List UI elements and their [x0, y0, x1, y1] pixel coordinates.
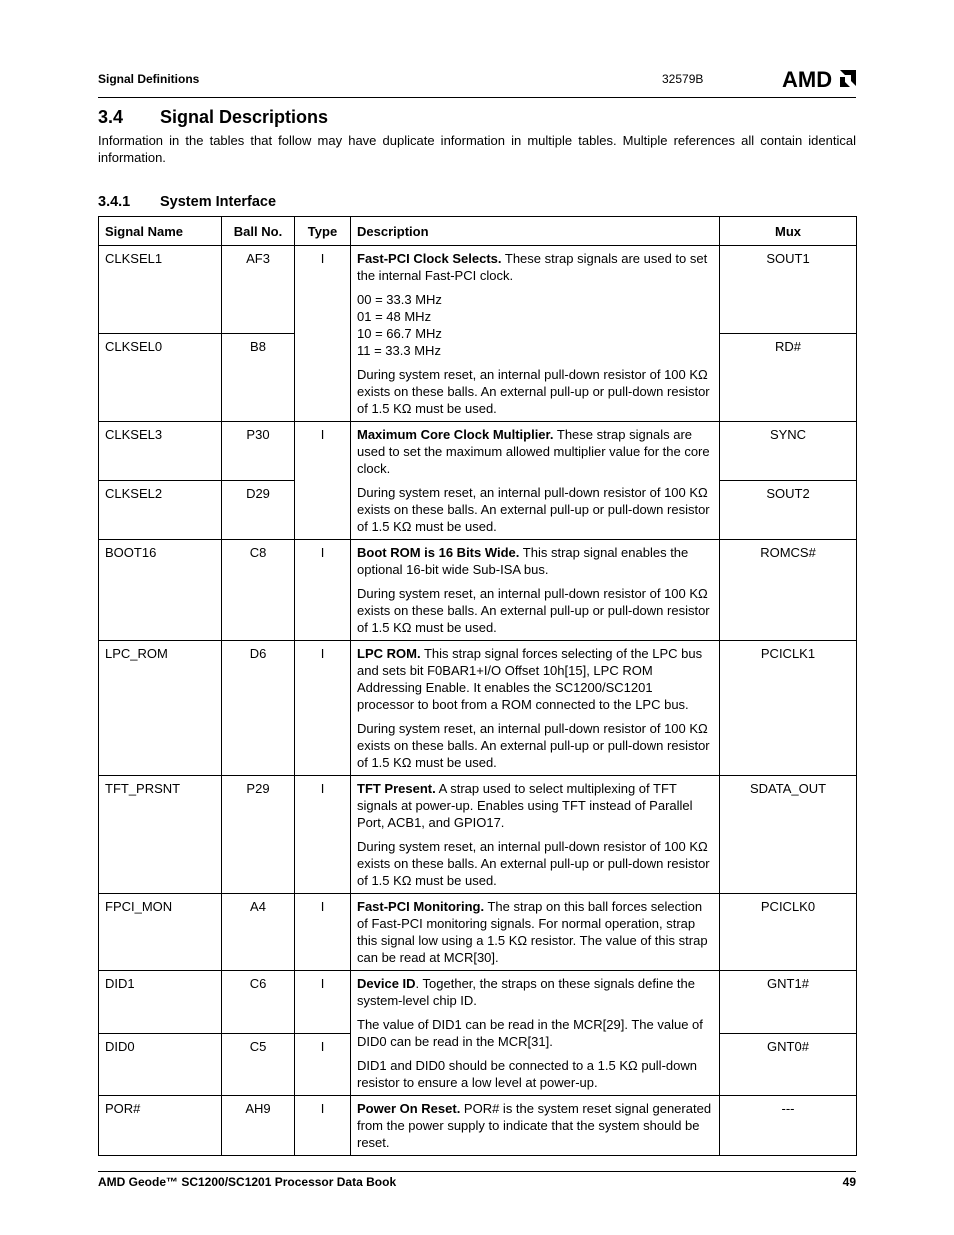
- description-text: During system reset, an internal pull-down resistor of 100 KΩ exists on these balls. An external pull-up or pull-down resistor of 1.5 KΩ must be used.: [357, 586, 710, 635]
- header-rule: [98, 97, 856, 98]
- description-paragraph: [357, 720, 713, 771]
- type-cell: I: [295, 894, 351, 971]
- description-paragraph: [357, 544, 713, 578]
- description-paragraph: [357, 484, 713, 535]
- description-text: . Together, the straps on these signals define the system-level chip ID.: [357, 976, 695, 1008]
- description-cell: [351, 971, 720, 1096]
- description-text: During system reset, an internal pull-down resistor of 100 KΩ exists on these balls. An external pull-up or pull-down resistor of 1.5 KΩ must be used.: [357, 367, 710, 416]
- description-text: The value of DID1 can be read in the MCR[29]. The value of DID0 can be read in the MCR[31].: [357, 1017, 703, 1049]
- description-cell: [351, 540, 720, 641]
- column-header: Signal Name: [99, 217, 222, 246]
- description-paragraph: [357, 426, 713, 477]
- mux-cell: SYNC: [720, 422, 857, 481]
- table-row: [99, 540, 857, 641]
- type-cell: I: [295, 971, 351, 1034]
- page-number: 49: [842, 1175, 856, 1189]
- section-heading: [98, 107, 328, 128]
- description-paragraph: [357, 585, 713, 636]
- ball-number-cell: C6: [222, 971, 295, 1034]
- section-intro: Information in the tables that follow may have duplicate information in multiple tables. Multiple references all contain identical information.: [98, 133, 856, 165]
- signal-name-cell: BOOT16: [99, 540, 222, 641]
- type-cell: I: [295, 1033, 351, 1096]
- column-header: Mux: [720, 217, 857, 246]
- signal-table: [98, 216, 857, 1156]
- description-cell: [351, 776, 720, 894]
- description-text: A strap used to select multiplexing of TFT signals at power-up. Enables using TFT instead of Parallel Port, ACB1, and GPIO17.: [357, 781, 693, 830]
- signal-name-cell: LPC_ROM: [99, 641, 222, 776]
- signal-name-cell: DID1: [99, 971, 222, 1034]
- subsection-heading: [98, 194, 276, 210]
- description-paragraph: [357, 838, 713, 889]
- mux-cell: ROMCS#: [720, 540, 857, 641]
- description-lead: Fast-PCI Clock Selects.: [357, 251, 502, 266]
- description-text: 00 = 33.3 MHz 01 = 48 MHz 10 = 66.7 MHz 11 = 33.3 MHz: [357, 292, 442, 358]
- description-paragraph: [357, 645, 713, 713]
- description-text: These strap signals are used to set the maximum allowed multiplier value for the core clock.: [357, 427, 710, 476]
- footer-book-title: AMD Geode™ SC1200/SC1201 Processor Data Book: [98, 1175, 397, 1189]
- table-row: [99, 971, 857, 1034]
- column-header: Description: [351, 217, 720, 246]
- mux-cell: SDATA_OUT: [720, 776, 857, 894]
- signal-name-cell: TFT_PRSNT: [99, 776, 222, 894]
- mux-cell: ---: [720, 1096, 857, 1156]
- description-paragraph: [357, 1057, 713, 1091]
- description-paragraph: [357, 1100, 713, 1151]
- type-cell: I: [295, 540, 351, 641]
- table-header-row: [99, 217, 857, 246]
- description-paragraph: [357, 1016, 713, 1050]
- description-text: This strap signal forces selecting of the LPC bus and sets bit F0BAR1+I/O Offset 10h[15], LPC ROM Addressing Enable. It enables the SC1200/SC1201 processor to boot from a ROM connected to the LPC bus.: [357, 646, 703, 712]
- mux-cell: SOUT1: [720, 246, 857, 334]
- mux-cell: GNT0#: [720, 1033, 857, 1096]
- running-header-section: Signal Definitions: [98, 72, 200, 86]
- signal-name-cell: DID0: [99, 1033, 222, 1096]
- type-cell: I: [295, 422, 351, 540]
- description-paragraph: [357, 780, 713, 831]
- signal-name-cell: CLKSEL1: [99, 246, 222, 334]
- description-text: These strap signals are used to set the internal Fast-PCI clock.: [357, 251, 708, 283]
- amd-logo: [782, 68, 858, 90]
- table-row: [99, 894, 857, 971]
- ball-number-cell: C5: [222, 1033, 295, 1096]
- type-cell: I: [295, 246, 351, 422]
- column-header: Ball No.: [222, 217, 295, 246]
- ball-number-cell: P29: [222, 776, 295, 894]
- section-title: Signal Descriptions: [160, 107, 329, 127]
- type-cell: I: [295, 776, 351, 894]
- ball-number-cell: AH9: [222, 1096, 295, 1156]
- description-lead: LPC ROM.: [357, 646, 421, 661]
- description-lead: TFT Present.: [357, 781, 436, 796]
- description-paragraph: [357, 975, 713, 1009]
- ball-number-cell: P30: [222, 422, 295, 481]
- subsection-title: System Interface: [160, 194, 277, 210]
- table-row: [99, 246, 857, 334]
- table-row: [99, 1096, 857, 1156]
- description-cell: [351, 641, 720, 776]
- description-text: This strap signal enables the optional 16-bit wide Sub-ISA bus.: [357, 545, 689, 577]
- mux-cell: GNT1#: [720, 971, 857, 1034]
- mux-cell: PCICLK0: [720, 894, 857, 971]
- ball-number-cell: D6: [222, 641, 295, 776]
- description-paragraph: [357, 898, 713, 966]
- signal-name-cell: FPCI_MON: [99, 894, 222, 971]
- description-lead: Boot ROM is 16 Bits Wide.: [357, 545, 520, 560]
- ball-number-cell: D29: [222, 481, 295, 540]
- description-cell: [351, 246, 720, 422]
- description-text: During system reset, an internal pull-down resistor of 100 KΩ exists on these balls. An external pull-up or pull-down resistor of 1.5 KΩ must be used.: [357, 721, 710, 770]
- signal-name-cell: POR#: [99, 1096, 222, 1156]
- description-lead: Power On Reset.: [357, 1101, 461, 1116]
- description-text: DID1 and DID0 should be connected to a 1.5 KΩ pull-down resistor to ensure a low level at power-up.: [357, 1058, 697, 1090]
- signal-name-cell: CLKSEL2: [99, 481, 222, 540]
- table-row: [99, 422, 857, 481]
- description-text: During system reset, an internal pull-down resistor of 100 KΩ exists on these balls. An external pull-up or pull-down resistor of 1.5 KΩ must be used.: [357, 485, 710, 534]
- type-cell: I: [295, 641, 351, 776]
- type-cell: I: [295, 1096, 351, 1156]
- ball-number-cell: AF3: [222, 246, 295, 334]
- description-lead: Fast-PCI Monitoring.: [357, 899, 485, 914]
- ball-number-cell: C8: [222, 540, 295, 641]
- ball-number-cell: B8: [222, 334, 295, 422]
- signal-name-cell: CLKSEL3: [99, 422, 222, 481]
- footer-rule: [98, 1171, 856, 1172]
- mux-cell: PCICLK1: [720, 641, 857, 776]
- signal-name-cell: CLKSEL0: [99, 334, 222, 422]
- description-lead: Maximum Core Clock Multiplier.: [357, 427, 554, 442]
- description-cell: [351, 894, 720, 971]
- description-paragraph: [357, 366, 713, 417]
- description-text: During system reset, an internal pull-down resistor of 100 KΩ exists on these balls. An external pull-up or pull-down resistor of 1.5 KΩ must be used.: [357, 839, 710, 888]
- description-cell: [351, 422, 720, 540]
- description-text: The strap on this ball forces selection of Fast-PCI monitoring signals. For normal operation, strap this signal low using a 1.5 KΩ resistor. The value of this strap can be read at MCR[30].: [357, 899, 708, 965]
- ball-number-cell: A4: [222, 894, 295, 971]
- description-text: POR# is the system reset signal generated from the power supply to indicate that the system should be reset.: [357, 1101, 712, 1150]
- subsection-number: 3.4.1: [98, 194, 131, 210]
- description-paragraph: [357, 250, 713, 284]
- section-number: 3.4: [98, 107, 124, 127]
- description-lead: Device ID: [357, 976, 416, 991]
- column-header: Type: [295, 217, 351, 246]
- mux-cell: RD#: [720, 334, 857, 422]
- description-cell: [351, 1096, 720, 1156]
- table-row: [99, 776, 857, 894]
- table-row: [99, 641, 857, 776]
- description-paragraph: [357, 291, 713, 359]
- document-number: 32579B: [662, 72, 704, 86]
- amd-logo-text: AMD: [782, 68, 833, 90]
- mux-cell: SOUT2: [720, 481, 857, 540]
